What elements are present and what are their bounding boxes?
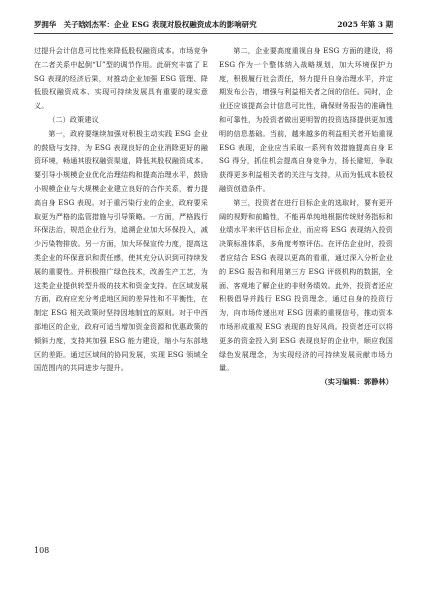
left-column [34, 44, 208, 375]
header-authors: 罗拥华 关子晗 [34, 20, 86, 29]
running-header [34, 18, 393, 32]
header-article-title: 刘杰军：企业 ESG 表现对股权融资成本的影响研究 [84, 20, 257, 29]
continued-paragraph: 过提升会计信息可比性来降低股权融资成本。市场竞争在二者关系中起倒“U”型的调节作用。此研究丰富了 ESG 表现的经济后果，对推动企业加强 ESG 管理、降低股权融资成本、实现可持续发展具有重要的现实意义。 [34, 46, 208, 111]
page-number: 108 [34, 546, 50, 555]
section-subheading: （二）政策建议 [48, 114, 99, 124]
editor-credit: （实习编辑：郭静林） [320, 377, 393, 387]
header-rule [34, 33, 393, 34]
policy-paragraph-3: 第三，投资者在进行目标企业的选取时，要有更开阔的视野和前瞻性，不能再单纯地根据传统财务指标和业绩水平来评估目标企业，而应将 ESG 表现纳入投资决策标准体系，多角度考察评估。在评估企业时，投资者应结合 ESG 表现以更高的看重，通过深入分析企业的 ESG 报告和利用第三方 ESG 评级机构的数据，全面、客观地了解企业的非财务绩效。此外，投资者还应积极倡导并践行 ESG 投资理念，通过自身的投资行为，向市场传递出对 ESG 因素的重视信号，推动资本市场形成重视 ESG 表现的良好风尚。投资者还可以将更多的资金投入到 ESG 表现良好的企业中，顺应我国绿色发展理念，为实现经济的可持续发展贡献市场力量。 [219, 197, 393, 373]
right-column [219, 44, 393, 389]
policy-paragraph-1: 第一，政府要继续加强对积极主动实践 ESG 企业的鼓励与支持，为 ESG 表现良好的企业消除更好的融资环境，畅通其股权融资渠道，降低其股权融资成本。要引导小规模企业优化治理结构和提高治理水平，鼓励小规模企业与大规模企业建立良好的合作关系，着力提高自身 ESG 表现。对于重污染行业的企业，政府要采取更为严格的监管措施与引导策略。一方面，严格践行环保法治，规范企业行为，追溯企业加大环保投入，减少污染物排放。另一方面，加大环保宣传力度，提高这类企业的环保意识和责任感，使其充分认识到可持续发展的重要性。并积极推广绿色技术，改善生产工艺，为这类企业提供转型升级的技术和资金支持。在区域发展方面，政府应充分考虑地区间的差异性和不平衡性，在制定 ESG 相关政策时坚持因地制宜的原则。对于中西部地区的企业，政府可适当增加资金资源和优惠政策的倾斜力度，支持其加强 ESG 能力建设，缩小与东部地区的差距。通过区域间的协同发展，实现 ESG 领域全国范围内的共同进步与提升。 [34, 128, 208, 373]
header-issue: 2025 年第 3 期 [337, 20, 393, 29]
policy-paragraph-2: 第二，企业要高度重视自身 ESG 方面的建设，将 ESG 作为一个整体纳入战略规划，加大环境保护力度，积极履行社会责任，努力提升自身治理水平，并定期发布公告，增强与利益相关者之间的信任。同时，企业还应该提高会计信息可比性，确保财务报告的准确性和可靠性，为投资者做出更明智的投资选择提供更加透明的信息基础。当前，越来越多的利益相关者开始重视 ESG 表现，企业应当采取一系列有效措施提高自身 ESG 得分，抓住机会提高自身竞争力，扬长避短，争取获得更多利益相关者的关注与支持，从而为低成本股权融资创造条件。 [219, 46, 393, 193]
